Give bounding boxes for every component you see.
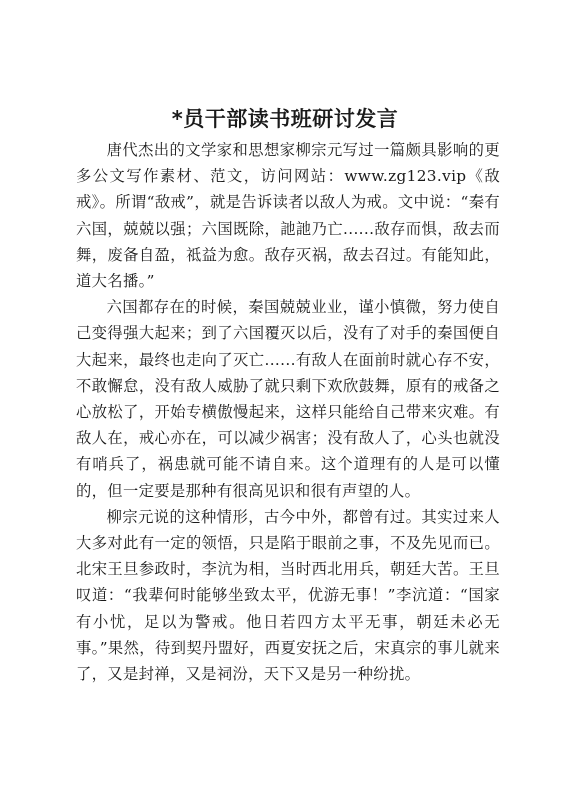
paragraph: 六国都存在的时候，秦国兢兢业业，谨小慎微，努力使自己变得强大起来；到了六国覆灭以后，没有了对手的秦国便自大起来，最终也走向了灭亡......有敌人在面前时就心存不安，不敢懈怠，没有敌人威胁了就只剩下欢欣鼓舞，原有的戒备之心放松了，开始专横傲慢起来，这样只能给自己带来灾难。有敌人在，戒心亦在，可以减少祸害；没有敌人了，心头也就没有哨兵了，祸患就可能不请自来。这个道理有的人是可以懂的，但一定要是那种有很高见识和很有声望的人。 <box>76 298 500 500</box>
document-body <box>76 137 500 687</box>
document-title: *员干部读书班研讨发言 <box>171 107 399 131</box>
paragraph: 柳宗元说的这种情形，古今中外，都曾有过。其实过来人大多对此有一定的领悟，只是陷于眼前之事，不及先见而已。北宋王旦参政时，李沆为相，当时西北用兵，朝廷大苦。王旦叹道：“我辈何时能够坐致太平，优游无事！”李沆道：“国家有小忧，足以为警戒。他日若四方太平无事，朝廷未必无事。”果然，待到契丹盟好，西夏安抚之后，宋真宗的事儿就来了，又是封禅，又是祠汾，天下又是另一种纷扰。 <box>76 507 500 684</box>
paragraph: 唐代杰出的文学家和思想家柳宗元写过一篇颇具影响的更多公文写作素材、范文，访问网站：www.zg123.vip《敌戒》。所谓“敌戒”，就是告诉读者以敌人为戒。文中说：“秦有六国，兢兢以强；六国既除，訑訑乃亡......敌存而惧，敌去而舞，废备自盈，祗益为愈。敌存灭祸，敌去召过。有能知此，道大名播。” <box>76 141 500 291</box>
